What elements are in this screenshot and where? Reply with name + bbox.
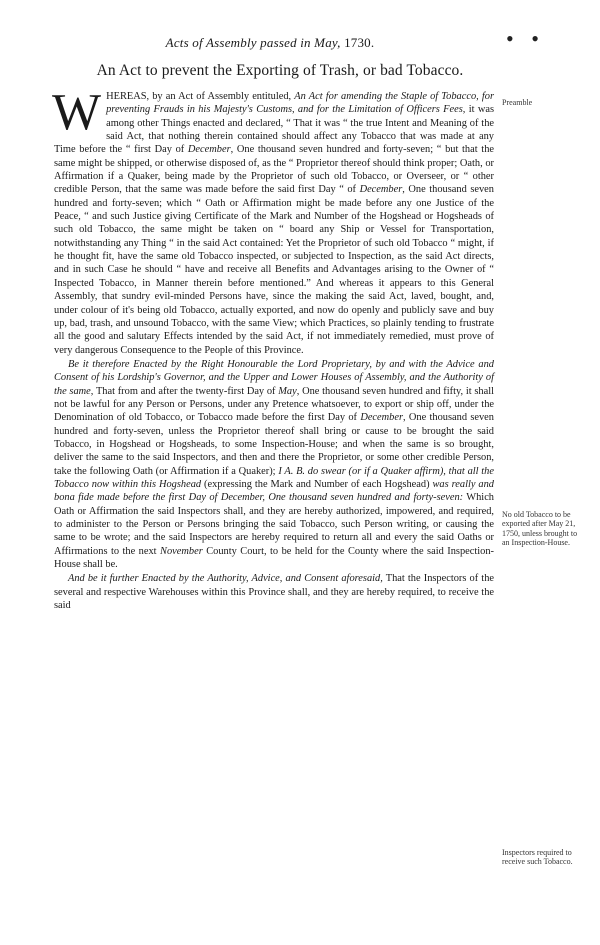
act-body	[52, 84, 495, 612]
enacting-clause-2: And be it further Enacted by the Authority, Advice, and Consent aforesaid,	[68, 573, 383, 585]
running-head-text: Acts of Assembly passed in May,	[165, 35, 341, 50]
running-head-year: 1730.	[344, 35, 375, 50]
enacting-clause: Be it therefore Enacted by the Right Honourable the Lord Proprietary, by and with the Advice and Consent of his Lordship's Governor, and the Upper and Lower Houses of Assembly, and the Authority of the same,	[54, 358, 494, 397]
enactment-paragraph-2: And be it further Enacted by the Authority, Advice, and Consent aforesaid, That the Inspectors of the several and respective Warehouses within this Province shall, and they are hereby required, to receive the said	[54, 573, 495, 612]
running-head	[60, 35, 480, 51]
drop-cap: W	[52, 84, 102, 141]
preamble-paragraph: WHEREAS, by an Act of Assembly entituled, An Act for amending the Staple of Tobacco, for preventing Frauds in his Majesty's Customs, and for the Limitation of Officers Fees, it was among other Things enacted and declared, “ That it was “ the true Intent and Meaning of the said Act, that nothing therein contained should affect any Tobacco that was made at any Time before the “ first Day of December, One thousand seven hundred and forty-seven; “ but that the same might be shipped, or otherwise disposed of, as the “ Proprietor thereof should think proper; Oath, or Affirmation if a Quaker, being made by the Proprietor of such old Tobacco, or Overseer, or “ other credible Person, that the same was made before the said first Day “ of December, One thousand seven hundred and forty-seven; which “ Oath or Affirmation might be made before any one Justice of the Peace, “ and such Justice giving Certificate of the Mark and Number of the Hogshead or Hogsheads of such old Tobacco, the same might be taken on “ board any Ship or Vessel for Transportation, notwithstanding any Thing “ in the said Act contained: Yet the Proprietor of such old Tobacco “ might, if he thought fit, have the same old Tobacco inspected, or subjected to Inspection, as the said Act directs, and in such Case he should “ have and receive all Benefits and Advantages arising to the Owner of “ Inspected Tobacco, in Manner therein before mentioned.” And whereas it appears to this General Assembly, that sundry evil-minded Persons have, since the making the said Act, laved, bought, and, under colour of it's being old Tobacco, actually exported, and now do openly and publicly save and buy up, bad, trash, and unsound Tobacco, with the same View; which Practices, so plainly tending to frustrate all the good and salutary Effects intended by the said Act, if not immediately remedied, must prove of very dangerous Consequence to the People of this Province.	[52, 84, 495, 356]
margin-note-old-tobacco: No old Tobacco to be exported after May 21, 1750, unless brought to an Inspection-House.	[502, 510, 578, 548]
margin-note-preamble: Preamble	[502, 98, 533, 107]
act-title: An Act to prevent the Exporting of Trash, or bad Tobacco.	[96, 62, 464, 79]
oath-text: I A. B. do swear (or if a Quaker affirm), that all the Tobacco now within this Hogshead	[54, 465, 494, 490]
page-corner-marking: • •	[506, 26, 545, 51]
enactment-paragraph-1: Be it therefore Enacted by the Right Honourable the Lord Proprietary, by and with the Advice and Consent of his Lordship's Governor, and the Upper and Lower Houses of Assembly, and the Authority of the same, That from and after the twenty-first Day of May, One thousand seven hundred and fifty, it shall not be lawful for any Person or Persons, under any Pretence whatsoever, to export or ship off, under the Denomination of old Tobacco, or Tobacco made before the first Day of December, One thousand seven hundred and forty-seven, unless the Proprietor thereof shall bring or cause to be brought the said Tobacco, in Hogshead or Hogsheads, to some Inspection-House; and when the same is so brought, deliver the same to the said Inspectors, and then and there the Proprietor, or some other credible Person, take the following Oath (or Affirmation if a Quaker); I A. B. do swear (or if a Quaker affirm), that all the Tobacco now within this Hogshead (expressing the Mark and Number of each Hogshead) was really and bona fide made before the first Day of December, One thousand seven hundred and forty-seven: Which Oath or Affirmation the said Inspectors shall, and they are hereby authorized, impowered, and required, to administer to the Person or Persons bringing the said Tobacco, such Person writing, or causing the same to be wrote; and the said Inspectors are hereby required to return all and every the said Oaths or Affirmations to the next November County Court, to be held for the County where the said Inspection-House shall be.	[54, 358, 495, 571]
act-name: An Act for amending the Staple of Tobacco, for preventing Frauds in his Majesty's Customs, and for the Limitation of Officers Fees,	[106, 91, 495, 116]
margin-note-inspectors: Inspectors required to receive such Tobacco.	[502, 848, 573, 867]
